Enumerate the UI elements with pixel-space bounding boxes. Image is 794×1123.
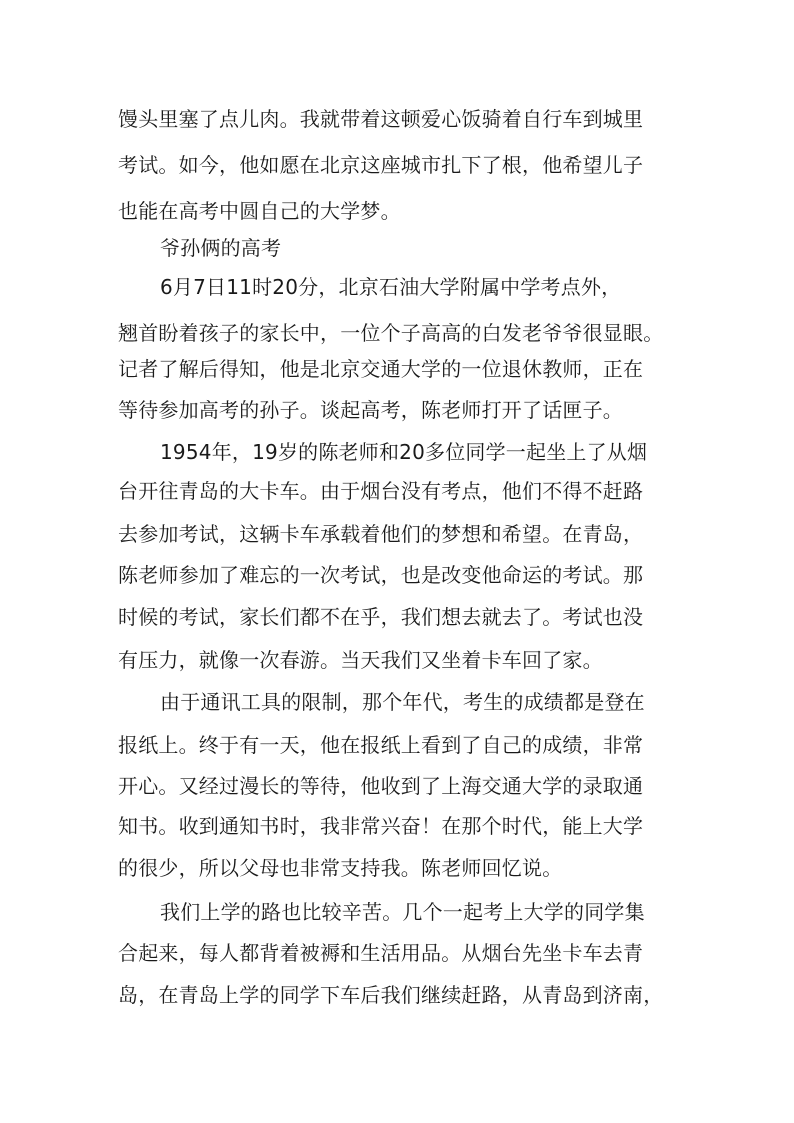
text-line: 记者了解后得知，他是北京交通大学的一位退休教师，正在 (118, 357, 644, 381)
text-line: 我们上学的路也比较辛苦。几个一起考上大学的同学集 (160, 900, 645, 924)
text-line: 翘首盼着孩子的家长中，一位个子高高的白发老爷爷很显眼。 (118, 321, 664, 345)
text-line: 台开往青岛的大卡车。由于烟台没有考点，他们不得不赶路 (118, 479, 644, 503)
text-line: 报纸上。终于有一天，他在报纸上看到了自己的成绩，非常 (118, 733, 644, 757)
text-line: 也能在高考中圆自己的大学梦。 (118, 199, 401, 223)
text-line: 由于通讯工具的限制，那个年代，考生的成绩都是登在 (160, 690, 645, 714)
text-line: 时候的考试，家长们都不在乎，我们想去就去了。考试也没 (118, 605, 644, 629)
text-line: 的很少，所以父母也非常支持我。陈老师回忆说。 (118, 856, 563, 880)
section-heading: 爷孙俩的高考 (160, 236, 282, 260)
text-line: 陈老师参加了难忘的一次考试，也是改变他命运的考试。那 (118, 563, 644, 587)
text-line: 馒头里塞了点儿肉。我就带着这顿爱心饭骑着自行车到城里 (118, 107, 644, 131)
text-line: 6月7日11时20分，北京石油大学附属中学考点外， (160, 275, 622, 299)
text-line: 有压力，就像一次春游。当天我们又坐着卡车回了家。 (118, 648, 603, 672)
text-line: 合起来，每人都背着被褥和生活用品。从烟台先坐卡车去青 (118, 941, 644, 965)
text-line: 1954年，19岁的陈老师和20多位同学一起坐上了从烟 (160, 440, 648, 464)
text-line: 知书。收到通知书时，我非常兴奋！在那个时代，能上大学 (118, 814, 644, 838)
text-line: 岛，在青岛上学的同学下车后我们继续赶路，从青岛到济南， (118, 983, 664, 1007)
text-line: 开心。又经过漫长的等待，他收到了上海交通大学的录取通 (118, 774, 644, 798)
text-line: 等待参加高考的孙子。谈起高考，陈老师打开了话匣子。 (118, 398, 623, 422)
text-line: 考试。如今，他如愿在北京这座城市扎下了根，他希望儿子 (118, 153, 644, 177)
text-line: 去参加考试，这辆卡车承载着他们的梦想和希望。在青岛， (118, 522, 644, 546)
